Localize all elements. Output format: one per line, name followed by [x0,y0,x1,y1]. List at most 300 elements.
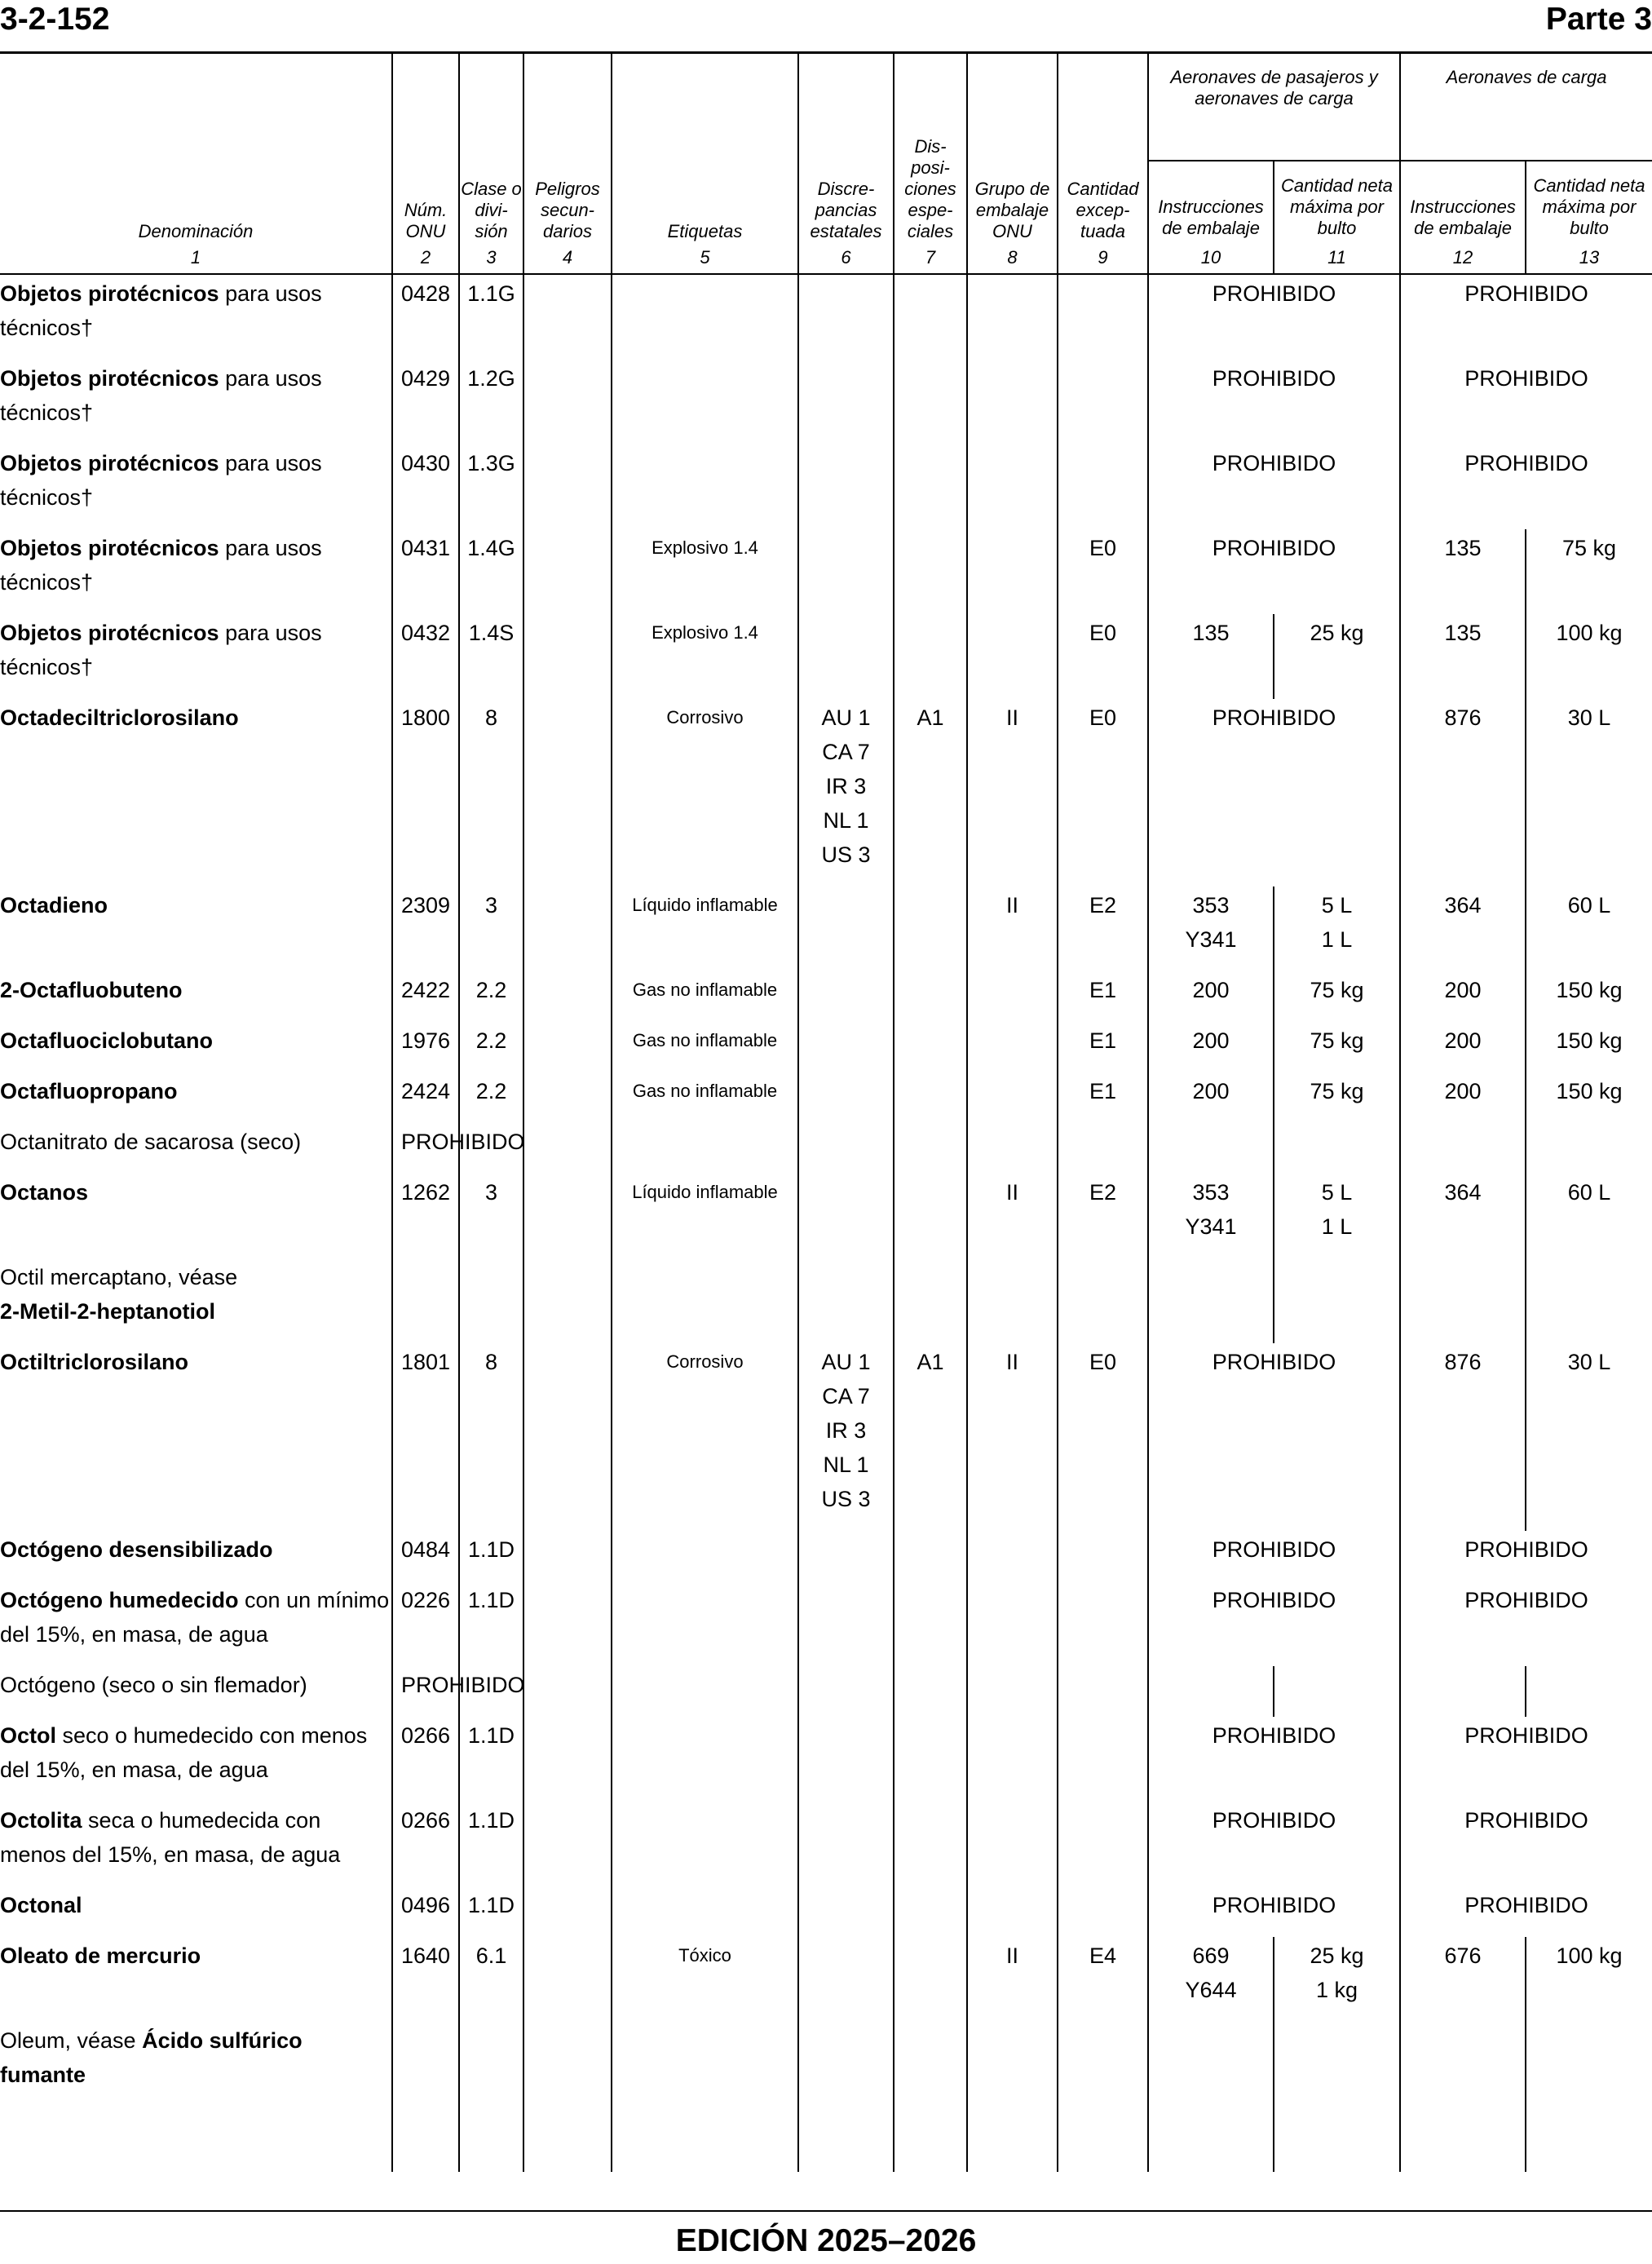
hazard-label: Explosivo 1.4 [612,529,798,614]
cargo-prohibited: PROHIBIDO [1400,274,1652,360]
cargo-max-quantity: 100 kg [1526,614,1652,699]
column-number: 6 [798,242,894,274]
class-division: 1.4G [459,529,523,614]
passenger-prohibited: PROHIBIDO [1148,1886,1400,1937]
class-division: 8 [459,699,523,887]
secondary-hazard [523,1343,612,1531]
passenger-prohibited: PROHIBIDO [1148,1343,1400,1531]
entry-name [0,1937,392,2022]
empty-cell [1400,1666,1526,1717]
passenger-max-quantity: 5 L 1 L [1274,1174,1400,1258]
passenger-prohibited: PROHIBIDO [1148,1802,1400,1886]
entry-name [0,1886,392,1937]
entry-name-bold: Octolita [0,1808,82,1833]
un-number: 0496 [392,1886,459,1937]
empty-cell [1148,2107,1274,2172]
cargo-max-quantity: 30 L [1526,699,1652,887]
passenger-packing-instruction: 200 [1148,971,1274,1022]
cargo-packing-instruction: 200 [1400,1072,1526,1123]
secondary-hazard [523,1802,612,1886]
empty-cell [1058,1123,1148,1174]
column-number: 1 [0,242,392,274]
empty-cell [1274,1258,1400,1343]
cargo-packing-instruction: 676 [1400,1937,1526,2022]
page-number: 3-2-152 [0,2,110,37]
hazard-label [612,444,798,529]
excepted-quantity [1058,360,1148,444]
entry-name [0,1531,392,1581]
col-header-cargo-cantidad: Cantidad neta máxima por bulto [1526,161,1652,242]
empty-cell [392,2107,459,2172]
empty-cell [967,1258,1058,1343]
entry-name-rest: seco o humedecido con menos del 15%, en masa, de agua [0,1723,368,1782]
entry-name [0,699,392,887]
column-number: 10 [1148,242,1274,274]
secondary-hazard [523,1072,612,1123]
edition-footer: EDICIÓN 2025–2026 [675,2223,977,2258]
hazard-label [612,1802,798,1886]
cargo-prohibited: PROHIBIDO [1400,1886,1652,1937]
entry-name [0,1343,392,1531]
cargo-max-quantity: 150 kg [1526,1022,1652,1072]
state-variations [798,1886,894,1937]
entry-name [0,1174,392,1258]
passenger-max-quantity: 75 kg [1274,1022,1400,1072]
special-provisions [894,971,967,1022]
filler-row [0,2107,1652,2172]
entry-name-rest: con un mínimo del 15%, en masa, de agua [0,1588,390,1647]
empty-cell [612,2107,798,2172]
state-variations [798,614,894,699]
col-header-pax-cantidad: Cantidad neta máxima por bulto [1274,161,1400,242]
empty-cell [967,2107,1058,2172]
entry-name [0,360,392,444]
dangerous-goods-table [0,54,1652,2172]
passenger-prohibited: PROHIBIDO [1148,444,1400,529]
cargo-packing-instruction: 364 [1400,1174,1526,1258]
hazard-label [612,1886,798,1937]
table-row [0,360,1652,444]
empty-cell [1058,2022,1148,2107]
state-variations [798,1717,894,1802]
cargo-packing-instruction: 200 [1400,1022,1526,1072]
un-number: 1262 [392,1174,459,1258]
col-header-clase: Clase o divi- sión [459,54,523,242]
class-division: 1.1D [459,1581,523,1666]
column-number: 12 [1400,242,1526,274]
entry-name-rest: para usos técnicos† [0,281,322,340]
entry-name [0,614,392,699]
cargo-max-quantity: 75 kg [1526,529,1652,614]
un-number: 1801 [392,1343,459,1531]
empty-cell [523,2022,612,2107]
special-provisions [894,614,967,699]
excepted-quantity [1058,1886,1148,1937]
entry-name-bold: Octafluopropano [0,1079,178,1103]
table-row [0,1666,1652,1717]
un-number: 1640 [392,1937,459,2022]
passenger-packing-instruction: 353 Y341 [1148,1174,1274,1258]
entry-name-bold: Octonal [0,1893,82,1917]
entry-name [0,887,392,971]
empty-cell [1526,2022,1652,2107]
entry-name-bold: Octadieno [0,893,108,918]
entry-name [0,1802,392,1886]
special-provisions [894,1886,967,1937]
hazard-label [612,1531,798,1581]
table-row [0,1802,1652,1886]
empty-cell [1058,2107,1148,2172]
secondary-hazard [523,1886,612,1937]
state-variations [798,1022,894,1072]
group-header-cargo: Aeronaves de carga [1400,54,1652,161]
special-provisions [894,360,967,444]
passenger-packing-instruction: 353 Y341 [1148,887,1274,971]
empty-cell [392,2022,459,2107]
packing-group: II [967,1174,1058,1258]
empty-cell [1400,2022,1526,2107]
empty-cell [894,2107,967,2172]
empty-cell [1148,1123,1274,1174]
packing-group: II [967,887,1058,971]
packing-group [967,971,1058,1022]
col-header-grupo: Grupo de embalaje ONU [967,54,1058,242]
table-row [0,1343,1652,1531]
empty-cell [1148,1666,1274,1717]
un-number: 1800 [392,699,459,887]
class-division: 2.2 [459,971,523,1022]
hazard-label [612,360,798,444]
entry-name-bold: Oleato de mercurio [0,1943,201,1968]
hazard-label [612,1581,798,1666]
empty-cell [1058,1666,1148,1717]
secondary-hazard [523,699,612,887]
class-division: 1.1D [459,1531,523,1581]
empty-cell [523,1666,612,1717]
class-division: 8 [459,1343,523,1531]
entry-name [0,2022,392,2107]
col-header-cantidad-exceptuada: Cantidad excep- tuada [1058,54,1148,242]
packing-group: II [967,699,1058,887]
table-row [0,1531,1652,1581]
passenger-packing-instruction: 200 [1148,1072,1274,1123]
entry-name-bold: Octógeno desensibilizado [0,1537,273,1562]
packing-group [967,1802,1058,1886]
cargo-prohibited: PROHIBIDO [1400,1802,1652,1886]
excepted-quantity: E4 [1058,1937,1148,2022]
packing-group: II [967,1937,1058,2022]
empty-cell [967,1666,1058,1717]
entry-name-text: Oleum, véase [0,2028,143,2053]
packing-group [967,1072,1058,1123]
column-number: 3 [459,242,523,274]
entry-name [0,1072,392,1123]
excepted-quantity: E1 [1058,971,1148,1022]
hazard-label: Gas no inflamable [612,1072,798,1123]
empty-cell [523,1258,612,1343]
un-number: 0431 [392,529,459,614]
secondary-hazard [523,360,612,444]
table-row [0,1717,1652,1802]
excepted-quantity [1058,1717,1148,1802]
state-variations [798,1581,894,1666]
entry-name [0,1258,392,1343]
hazard-label: Explosivo 1.4 [612,614,798,699]
packing-group: II [967,1343,1058,1531]
class-division: 1.1D [459,1802,523,1886]
entry-name [0,1123,392,1174]
entry-name-rest: seca o humedecida con menos del 15%, en masa, de agua [0,1808,341,1867]
empty-cell [523,1123,612,1174]
col-header-peligros: Peligros secun- darios [523,54,612,242]
empty-cell [1400,1258,1526,1343]
cargo-packing-instruction: 135 [1400,529,1526,614]
empty-cell [894,1258,967,1343]
column-number-row [0,242,1652,274]
secondary-hazard [523,614,612,699]
table-row [0,699,1652,887]
excepted-quantity [1058,444,1148,529]
class-division: 1.3G [459,444,523,529]
class-division: 3 [459,1174,523,1258]
empty-cell [894,1666,967,1717]
empty-cell [798,1258,894,1343]
cargo-prohibited: PROHIBIDO [1400,1531,1652,1581]
cargo-prohibited: PROHIBIDO [1400,444,1652,529]
un-number: 0484 [392,1531,459,1581]
passenger-max-quantity: 5 L 1 L [1274,887,1400,971]
un-number: 2422 [392,971,459,1022]
excepted-quantity: E0 [1058,1343,1148,1531]
state-variations: AU 1 CA 7 IR 3 NL 1 US 3 [798,1343,894,1531]
state-variations [798,444,894,529]
column-number: 9 [1058,242,1148,274]
special-provisions [894,1072,967,1123]
excepted-quantity: E2 [1058,1174,1148,1258]
secondary-hazard [523,274,612,360]
secondary-hazard [523,1022,612,1072]
excepted-quantity [1058,274,1148,360]
packing-group [967,1022,1058,1072]
passenger-max-quantity: 25 kg [1274,614,1400,699]
table-body [0,274,1652,2172]
table-row [0,1174,1652,1258]
table-row [0,274,1652,360]
empty-cell [798,2022,894,2107]
empty-cell [1274,2107,1400,2172]
entry-name [0,1581,392,1666]
entry-reference: 2-Metil-2-heptanotiol [0,1299,215,1324]
table-row [0,2022,1652,2107]
packing-group [967,274,1058,360]
entry-name [0,444,392,529]
class-division: 1.1G [459,274,523,360]
empty-cell [459,2107,523,2172]
entry-name-rest: para usos técnicos† [0,536,322,595]
page-part: Parte 3 [1545,2,1652,37]
special-provisions: A1 [894,1343,967,1531]
packing-group [967,1531,1058,1581]
excepted-quantity [1058,1531,1148,1581]
excepted-quantity [1058,1581,1148,1666]
special-provisions [894,1717,967,1802]
passenger-packing-instruction: 200 [1148,1022,1274,1072]
un-number: 1976 [392,1022,459,1072]
entry-name-text: Octanitrato de sacarosa (seco) [0,1130,302,1154]
entry-name-bold: Octanos [0,1180,89,1205]
empty-cell [1526,2107,1652,2172]
class-division: 2.2 [459,1072,523,1123]
un-number: 0430 [392,444,459,529]
special-provisions [894,274,967,360]
empty-cell [1526,1123,1652,1174]
entry-name-text: Octógeno (seco o sin flemador) [0,1673,307,1697]
state-variations [798,887,894,971]
col-header-pax-instrucciones: Instrucciones de embalaje [1148,161,1274,242]
entry-name [0,274,392,360]
empty-cell [1058,1258,1148,1343]
column-number: 5 [612,242,798,274]
empty-cell [1274,1666,1400,1717]
hazard-label [612,1717,798,1802]
empty-cell [0,2107,392,2172]
class-division: 1.4S [459,614,523,699]
col-header-discrepancias: Discre- pancias estatales [798,54,894,242]
table-row [0,444,1652,529]
packing-group [967,1581,1058,1666]
cargo-packing-instruction: 876 [1400,699,1526,887]
passenger-max-quantity: 75 kg [1274,1072,1400,1123]
entry-name [0,971,392,1022]
un-number: 2424 [392,1072,459,1123]
passenger-prohibited: PROHIBIDO [1148,274,1400,360]
group-header-passenger: Aeronaves de pasajeros y aeronaves de carga [1148,54,1400,161]
empty-cell [612,1123,798,1174]
entry-name-bold: Objetos pirotécnicos [0,281,219,306]
hazard-label: Líquido inflamable [612,1174,798,1258]
hazard-label: Corrosivo [612,699,798,887]
passenger-max-quantity: 75 kg [1274,971,1400,1022]
empty-cell [1400,2107,1526,2172]
entry-name-text: Octil mercaptano, véase [0,1265,238,1289]
entry-name-rest: para usos técnicos† [0,366,322,425]
empty-cell [392,1258,459,1343]
empty-cell [459,1258,523,1343]
entry-name-bold: Octafluociclobutano [0,1028,214,1053]
state-variations [798,529,894,614]
hazard-label: Gas no inflamable [612,1022,798,1072]
passenger-prohibited: PROHIBIDO [1148,529,1400,614]
empty-cell [459,2022,523,2107]
entry-name-bold: Objetos pirotécnicos [0,536,219,560]
cargo-prohibited: PROHIBIDO [1400,1717,1652,1802]
empty-cell [1274,1123,1400,1174]
secondary-hazard [523,1717,612,1802]
secondary-hazard [523,1174,612,1258]
col-header-disposiciones: Dis- posi- ciones espe- ciales [894,54,967,242]
secondary-hazard [523,1937,612,2022]
entry-name-rest: para usos técnicos† [0,451,322,510]
special-provisions [894,529,967,614]
class-division: 1.2G [459,360,523,444]
packing-group [967,614,1058,699]
column-number: 11 [1274,242,1400,274]
forbidden-status: PROHIBIDO [392,1123,459,1174]
table-row [0,887,1652,971]
special-provisions [894,1022,967,1072]
cargo-max-quantity: 150 kg [1526,1072,1652,1123]
empty-cell [612,1258,798,1343]
empty-cell [967,2022,1058,2107]
col-header-denominacion: Denominación [138,221,254,241]
cargo-packing-instruction: 200 [1400,971,1526,1022]
empty-cell [798,2107,894,2172]
entry-name-bold: 2-Octafluobuteno [0,978,183,1002]
empty-cell [1148,1258,1274,1343]
empty-cell [894,2022,967,2107]
secondary-hazard [523,887,612,971]
empty-cell [612,2022,798,2107]
col-header-etiquetas: Etiquetas [612,54,798,242]
cargo-max-quantity: 150 kg [1526,971,1652,1022]
cargo-max-quantity: 60 L [1526,1174,1652,1258]
forbidden-status: PROHIBIDO [392,1666,459,1717]
passenger-prohibited: PROHIBIDO [1148,699,1400,887]
empty-cell [1400,1123,1526,1174]
hazard-label: Corrosivo [612,1343,798,1531]
entry-reference: Ácido sulfúrico fumante [0,2028,303,2087]
packing-group [967,529,1058,614]
table-row [0,614,1652,699]
secondary-hazard [523,971,612,1022]
excepted-quantity: E0 [1058,699,1148,887]
class-division: 1.1D [459,1886,523,1937]
empty-cell [1526,1258,1652,1343]
entry-name-bold: Objetos pirotécnicos [0,621,219,645]
un-number: 0428 [392,274,459,360]
table-row [0,1123,1652,1174]
excepted-quantity: E1 [1058,1022,1148,1072]
entry-name-rest: para usos técnicos† [0,621,322,679]
excepted-quantity: E1 [1058,1072,1148,1123]
packing-group [967,360,1058,444]
entry-name-bold: Octol [0,1723,57,1748]
table-row [0,1022,1652,1072]
passenger-prohibited: PROHIBIDO [1148,1531,1400,1581]
cargo-max-quantity: 60 L [1526,887,1652,971]
column-number: 8 [967,242,1058,274]
empty-cell [894,1123,967,1174]
secondary-hazard [523,529,612,614]
state-variations [798,1802,894,1886]
passenger-packing-instruction: 135 [1148,614,1274,699]
secondary-hazard [523,444,612,529]
packing-group [967,1717,1058,1802]
special-provisions [894,1937,967,2022]
entry-name-bold: Octiltriclorosilano [0,1350,189,1374]
un-number: 2309 [392,887,459,971]
passenger-prohibited: PROHIBIDO [1148,1717,1400,1802]
cargo-max-quantity: 100 kg [1526,1937,1652,2022]
passenger-packing-instruction: 669 Y644 [1148,1937,1274,2022]
special-provisions [894,444,967,529]
state-variations [798,971,894,1022]
un-number: 0429 [392,360,459,444]
empty-cell [967,1123,1058,1174]
column-number: 4 [523,242,612,274]
entry-name [0,1022,392,1072]
hazard-label: Tóxico [612,1937,798,2022]
